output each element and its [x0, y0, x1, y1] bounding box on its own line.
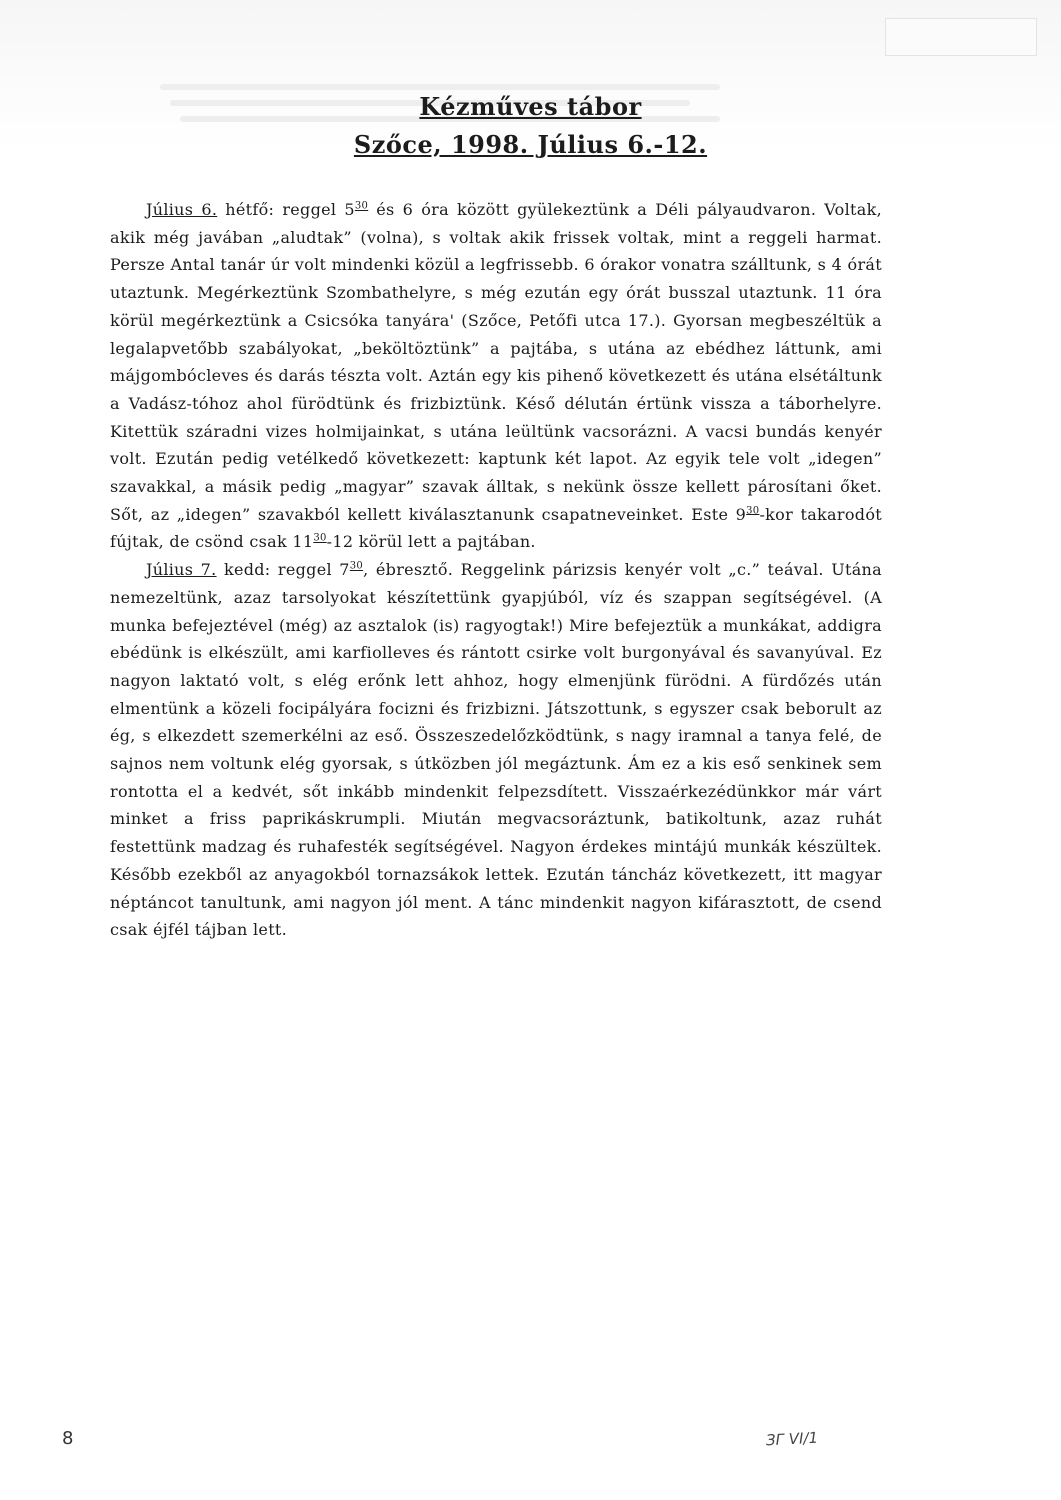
bleed-through-area [0, 0, 1061, 150]
time-superscript: 30 [349, 560, 364, 572]
page-number: 8 [62, 1428, 74, 1449]
time-superscript: 30 [313, 533, 327, 545]
text-run: hétfő: reggel 5 [217, 200, 355, 219]
day-label: Július 7. [146, 560, 217, 580]
handwritten-signature: ЗГ VI/1 [765, 1428, 819, 1450]
paragraph-day-2 [110, 556, 882, 944]
document-subtitle: Szőce, 1998. Július 6.-12. [353, 130, 708, 159]
diary-body [110, 196, 882, 944]
text-run: kedd: reggel 7 [216, 560, 350, 580]
bleed-through-line [160, 84, 720, 90]
document-title: Kézműves tábor [419, 92, 642, 121]
time-superscript: 30 [746, 505, 760, 517]
text-run: -12 körül lett a pajtában. [326, 532, 536, 552]
bleed-through-tab [885, 18, 1037, 56]
day-label: Július 6. [146, 200, 218, 219]
text-run: , ébresztő. Reggelink párizsis kenyér volt „c.” teával. Utána nemezeltünk, azaz tarsolyokat készítettünk gyapjúból, víz és szappan segítségével. (A munka befejeztével (még) az asztalok (is) ragyogtak!) Mire befejeztük a munkákat, addigra ebédünk is elkészült, ami karfiolleves és rántott csirke volt burgonyával és savanyúval. Ez nagyon laktató volt, s elég erőnk lett ahhoz, hogy elmenjünk fürödni. A fürdőzés után elmentünk a közeli focipályára focizni és frizbizni. Játszottunk, s egyszer csak beborult az ég, s elkezdett szemerkélni az eső. Összeszedelőzködtünk, s nagy iramnal a tanya felé, de sajnos nem voltunk elég gyorsak, s útközben jól megáztunk. Ám ez a kis eső senkinek sem rontotta el a kedvét, sőt inkább mindenkit felpezsdített. Visszaérkezédünkkor már várt minket a friss paprikáskrumpli. Miután megvacsoráztunk, batikoltunk, azaz ruhát festettünk madzag és ruhafesték segítségével. Nagyon érdekes mintájú munkák készültek. Később ezekből az anyagokból tornazsákok lettek. Ezután táncház következett, itt magyar néptáncot tanultunk, ami nagyon jól ment. A tánc mindenkit nagyon kifárasztott, de csend csak éjfél tájban lett. [110, 560, 882, 940]
text-run: -kor takarodót fújtak, de csönd csak 11 [110, 504, 882, 552]
time-superscript: 30 [354, 200, 369, 212]
text-run: és 6 óra között gyülekeztünk a Déli pályaudvaron. Voltak, akik még javában „aludtak” (volna), s voltak akik frissek voltak, mint a reggeli harmat. Persze Antal tanár úr volt mindenki közül a legfrissebb. 6 órakor vonatra szálltunk, s 4 órát utaztunk. Megérkeztünk Szombathelyre, s még ezután egy órát busszal utaztunk. 11 óra körül megérkeztünk a Csicsóka tanyára' (Szőce, Petőfi utca 17.). Gyorsan megbeszéltük a legalapvetőbb szabályokat, „beköltöztünk” a pajtába, s utána az ebédhez láttunk, ami májgombócleves és darás tészta volt. Aztán egy kis pihenő következett és utána elsétáltunk a Vadász-tóhoz ahol fürödtünk és frizbiztünk. Késő délután értünk vissza a táborhelyre. Kitettük száradni vizes holmijainkat, s utána leültünk vacsorázni. A vacsi bundás kenyér volt. Ezután pedig vetélkedő következett: kaptunk két lapot. Az egyik tele volt „idegen” szavakkal, a másik pedig „magyar” szavak álltak, s nekünk össze kellett párosítani őket. Sőt, az „idegen” szavakból kellett kiválasztanunk csapatneveinket. Este 9 [110, 200, 882, 524]
paragraph-day-1 [110, 196, 882, 556]
